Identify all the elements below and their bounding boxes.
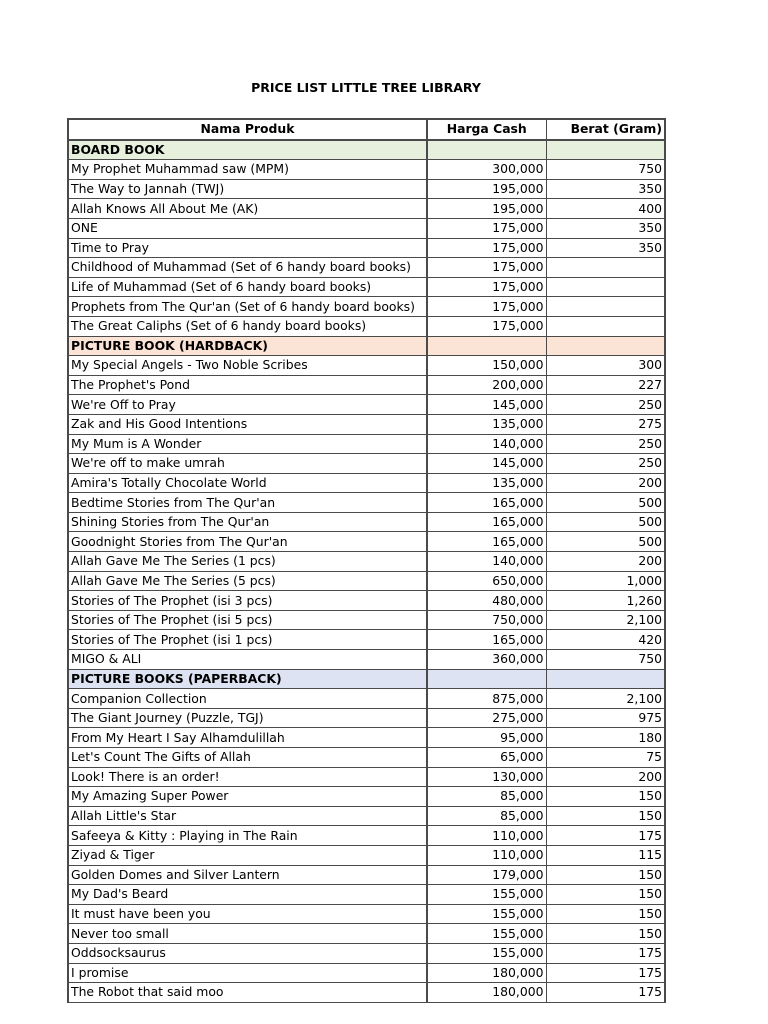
price-cell: 875,000 xyxy=(427,689,546,709)
price-cell: 155,000 xyxy=(427,943,546,963)
price-cell: 65,000 xyxy=(427,748,546,768)
price-cell: 110,000 xyxy=(427,845,546,865)
weight-cell: 250 xyxy=(546,434,665,454)
table-row xyxy=(68,512,665,532)
price-cell: 145,000 xyxy=(427,454,546,474)
table-row xyxy=(68,316,665,336)
price-cell: 300,000 xyxy=(427,160,546,180)
product-name-cell: My Special Angels - Two Noble Scribes xyxy=(68,356,427,376)
product-name-cell: Allah Gave Me The Series (5 pcs) xyxy=(68,571,427,591)
weight-cell: 300 xyxy=(546,356,665,376)
product-name-cell: We're Off to Pray xyxy=(68,395,427,415)
weight-cell: 175 xyxy=(546,826,665,846)
price-cell: 175,000 xyxy=(427,316,546,336)
product-name-cell: Allah Gave Me The Series (1 pcs) xyxy=(68,552,427,572)
table-row xyxy=(68,963,665,983)
price-cell: 480,000 xyxy=(427,591,546,611)
price-cell: 750,000 xyxy=(427,610,546,630)
table-row xyxy=(68,454,665,474)
table-row xyxy=(68,826,665,846)
weight-cell: 175 xyxy=(546,983,665,1003)
product-name-cell: We're off to make umrah xyxy=(68,454,427,474)
document-title: PRICE LIST LITTLE TREE LIBRARY xyxy=(251,80,481,95)
weight-cell: 400 xyxy=(546,199,665,219)
price-cell: 175,000 xyxy=(427,238,546,258)
table-row xyxy=(68,179,665,199)
product-name-cell: Let's Count The Gifts of Allah xyxy=(68,748,427,768)
product-name-cell: My Dad's Beard xyxy=(68,885,427,905)
price-cell: 155,000 xyxy=(427,885,546,905)
price-cell: 165,000 xyxy=(427,512,546,532)
category-empty-cell xyxy=(546,140,665,160)
price-cell: 360,000 xyxy=(427,650,546,670)
weight-cell: 750 xyxy=(546,650,665,670)
category-label: PICTURE BOOKS (PAPERBACK) xyxy=(68,669,427,689)
table-row xyxy=(68,924,665,944)
product-name-cell: Oddsocksaurus xyxy=(68,943,427,963)
table-header-row xyxy=(68,119,665,140)
product-name-cell: My Prophet Muhammad saw (MPM) xyxy=(68,160,427,180)
price-cell: 179,000 xyxy=(427,865,546,885)
table-row xyxy=(68,630,665,650)
product-name-cell: Shining Stories from The Qur'an xyxy=(68,512,427,532)
table-row xyxy=(68,610,665,630)
product-name-cell: MIGO & ALI xyxy=(68,650,427,670)
category-label: BOARD BOOK xyxy=(68,140,427,160)
product-name-cell: Allah Knows All About Me (AK) xyxy=(68,199,427,219)
category-empty-cell xyxy=(427,140,546,160)
weight-cell: 1,000 xyxy=(546,571,665,591)
table-row xyxy=(68,983,665,1003)
table-row xyxy=(68,904,665,924)
price-cell: 175,000 xyxy=(427,277,546,297)
weight-cell xyxy=(546,258,665,278)
weight-cell: 975 xyxy=(546,708,665,728)
price-cell: 180,000 xyxy=(427,983,546,1003)
product-name-cell: Stories of The Prophet (isi 3 pcs) xyxy=(68,591,427,611)
table-row xyxy=(68,591,665,611)
table-row xyxy=(68,865,665,885)
product-name-cell: Amira's Totally Chocolate World xyxy=(68,473,427,493)
weight-cell: 150 xyxy=(546,787,665,807)
price-cell: 195,000 xyxy=(427,179,546,199)
price-cell: 650,000 xyxy=(427,571,546,591)
price-cell: 195,000 xyxy=(427,199,546,219)
table-row xyxy=(68,748,665,768)
product-name-cell: Goodnight Stories from The Qur'an xyxy=(68,532,427,552)
weight-cell: 250 xyxy=(546,454,665,474)
table-row xyxy=(68,414,665,434)
product-name-cell: The Prophet's Pond xyxy=(68,375,427,395)
price-cell: 140,000 xyxy=(427,434,546,454)
price-cell: 135,000 xyxy=(427,473,546,493)
price-cell: 140,000 xyxy=(427,552,546,572)
product-name-cell: It must have been you xyxy=(68,904,427,924)
price-cell: 175,000 xyxy=(427,258,546,278)
weight-cell: 2,100 xyxy=(546,689,665,709)
table-row xyxy=(68,650,665,670)
weight-cell: 150 xyxy=(546,806,665,826)
price-cell: 165,000 xyxy=(427,532,546,552)
weight-cell: 350 xyxy=(546,179,665,199)
price-table xyxy=(67,118,666,1003)
table-row xyxy=(68,787,665,807)
price-cell: 200,000 xyxy=(427,375,546,395)
price-cell: 135,000 xyxy=(427,414,546,434)
weight-cell: 175 xyxy=(546,943,665,963)
weight-cell: 150 xyxy=(546,885,665,905)
product-name-cell: Zak and His Good Intentions xyxy=(68,414,427,434)
category-empty-cell xyxy=(427,669,546,689)
product-name-cell: Stories of The Prophet (isi 1 pcs) xyxy=(68,630,427,650)
weight-cell: 2,100 xyxy=(546,610,665,630)
price-cell: 150,000 xyxy=(427,356,546,376)
weight-cell: 500 xyxy=(546,532,665,552)
table-row xyxy=(68,375,665,395)
weight-cell xyxy=(546,277,665,297)
product-name-cell: Time to Pray xyxy=(68,238,427,258)
product-name-cell: Ziyad & Tiger xyxy=(68,845,427,865)
column-header-weight: Berat (Gram) xyxy=(546,119,665,140)
weight-cell: 500 xyxy=(546,493,665,513)
column-header-price: Harga Cash xyxy=(427,119,546,140)
product-name-cell: The Robot that said moo xyxy=(68,983,427,1003)
weight-cell: 200 xyxy=(546,552,665,572)
weight-cell xyxy=(546,297,665,317)
table-row xyxy=(68,689,665,709)
table-row xyxy=(68,885,665,905)
product-name-cell: I promise xyxy=(68,963,427,983)
product-name-cell: From My Heart I Say Alhamdulillah xyxy=(68,728,427,748)
weight-cell: 75 xyxy=(546,748,665,768)
price-cell: 175,000 xyxy=(427,297,546,317)
product-name-cell: My Mum is A Wonder xyxy=(68,434,427,454)
product-name-cell: Allah Little's Star xyxy=(68,806,427,826)
price-cell: 175,000 xyxy=(427,218,546,238)
weight-cell: 150 xyxy=(546,924,665,944)
table-row xyxy=(68,277,665,297)
column-header-product: Nama Produk xyxy=(68,119,427,140)
category-row xyxy=(68,140,665,160)
product-name-cell: Golden Domes and Silver Lantern xyxy=(68,865,427,885)
price-cell: 130,000 xyxy=(427,767,546,787)
table-row xyxy=(68,297,665,317)
product-name-cell: ONE xyxy=(68,218,427,238)
weight-cell: 150 xyxy=(546,904,665,924)
weight-cell: 200 xyxy=(546,473,665,493)
price-cell: 145,000 xyxy=(427,395,546,415)
table-row xyxy=(68,493,665,513)
product-name-cell: Never too small xyxy=(68,924,427,944)
category-row xyxy=(68,669,665,689)
weight-cell: 175 xyxy=(546,963,665,983)
price-cell: 165,000 xyxy=(427,630,546,650)
table-row xyxy=(68,473,665,493)
table-body xyxy=(68,140,665,1003)
weight-cell: 500 xyxy=(546,512,665,532)
weight-cell: 150 xyxy=(546,865,665,885)
weight-cell: 115 xyxy=(546,845,665,865)
weight-cell: 350 xyxy=(546,218,665,238)
table-row xyxy=(68,434,665,454)
table-row xyxy=(68,356,665,376)
table-row xyxy=(68,767,665,787)
category-empty-cell xyxy=(546,669,665,689)
product-name-cell: Prophets from The Qur'an (Set of 6 handy board books) xyxy=(68,297,427,317)
price-cell: 155,000 xyxy=(427,904,546,924)
product-name-cell: Life of Muhammad (Set of 6 handy board books) xyxy=(68,277,427,297)
price-cell: 110,000 xyxy=(427,826,546,846)
category-empty-cell xyxy=(427,336,546,356)
weight-cell: 350 xyxy=(546,238,665,258)
price-cell: 85,000 xyxy=(427,806,546,826)
product-name-cell: Companion Collection xyxy=(68,689,427,709)
table-row xyxy=(68,708,665,728)
price-cell: 275,000 xyxy=(427,708,546,728)
table-row xyxy=(68,532,665,552)
table-row xyxy=(68,160,665,180)
price-cell: 165,000 xyxy=(427,493,546,513)
table-row xyxy=(68,845,665,865)
table-row xyxy=(68,258,665,278)
product-name-cell: The Way to Jannah (TWJ) xyxy=(68,179,427,199)
weight-cell: 275 xyxy=(546,414,665,434)
weight-cell: 200 xyxy=(546,767,665,787)
product-name-cell: My Amazing Super Power xyxy=(68,787,427,807)
table-row xyxy=(68,943,665,963)
table-row xyxy=(68,238,665,258)
product-name-cell: Safeeya & Kitty : Playing in The Rain xyxy=(68,826,427,846)
weight-cell: 180 xyxy=(546,728,665,748)
price-cell: 155,000 xyxy=(427,924,546,944)
product-name-cell: Childhood of Muhammad (Set of 6 handy board books) xyxy=(68,258,427,278)
category-label: PICTURE BOOK (HARDBACK) xyxy=(68,336,427,356)
table-row xyxy=(68,218,665,238)
product-name-cell: The Giant Journey (Puzzle, TGJ) xyxy=(68,708,427,728)
table-row xyxy=(68,199,665,219)
table-row xyxy=(68,806,665,826)
weight-cell: 1,260 xyxy=(546,591,665,611)
price-cell: 95,000 xyxy=(427,728,546,748)
category-empty-cell xyxy=(546,336,665,356)
product-name-cell: Bedtime Stories from The Qur'an xyxy=(68,493,427,513)
weight-cell xyxy=(546,316,665,336)
product-name-cell: Look! There is an order! xyxy=(68,767,427,787)
price-cell: 180,000 xyxy=(427,963,546,983)
table-row xyxy=(68,552,665,572)
product-name-cell: The Great Caliphs (Set of 6 handy board books) xyxy=(68,316,427,336)
price-cell: 85,000 xyxy=(427,787,546,807)
category-row xyxy=(68,336,665,356)
table-row xyxy=(68,571,665,591)
table-row xyxy=(68,728,665,748)
weight-cell: 750 xyxy=(546,160,665,180)
weight-cell: 250 xyxy=(546,395,665,415)
weight-cell: 420 xyxy=(546,630,665,650)
weight-cell: 227 xyxy=(546,375,665,395)
product-name-cell: Stories of The Prophet (isi 5 pcs) xyxy=(68,610,427,630)
table-row xyxy=(68,395,665,415)
